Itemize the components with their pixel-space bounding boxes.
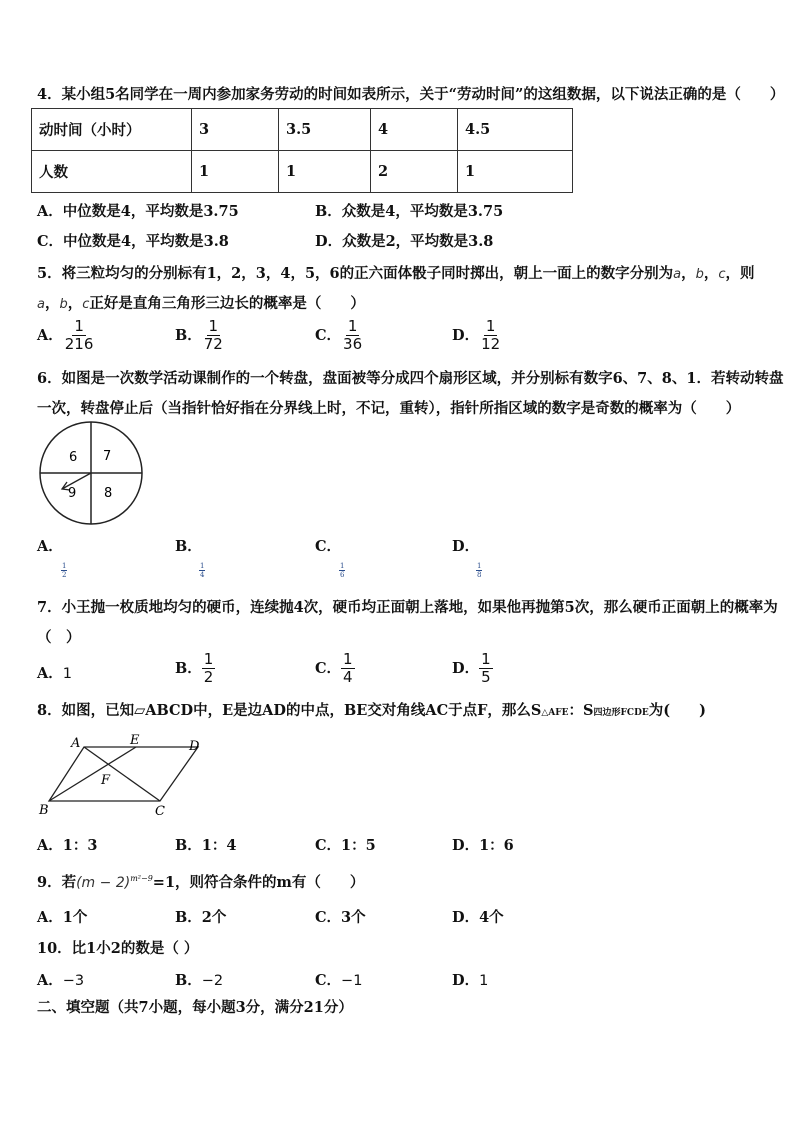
var-b: b [59,297,68,312]
spinner-figure [36,420,146,526]
option-label: D． [452,659,480,677]
var-a: a [37,297,45,312]
fraction [341,651,355,687]
table-row [32,151,573,193]
numerator: 1 [208,317,219,335]
q8-stem [37,699,706,720]
q7-option-d [452,651,493,687]
point-label-c: C [155,804,165,819]
option-label: B． [175,972,202,989]
option-label: A． [37,538,63,555]
numerator: 1 [343,650,353,668]
table-cell: 动时间（小时） [32,109,192,151]
numerator: 1 [74,317,84,335]
section-heading-fill-in: 二、填空题（共7小题，每小题3分，满分21分） [37,999,353,1016]
subscript-quadrilateral: 四边形FCDE [593,708,649,718]
table-cell: 1 [279,151,371,193]
option-label: C． [315,659,342,677]
denominator: 216 [64,335,94,354]
q5-stem-line2 [37,292,365,313]
q5-stem-text: 5．将三粒均匀的分别标有1，2，3，4，5，6的正六面体骰子同时掷出，朝上一面上的数字分别为 [37,265,674,282]
q8-option-b: B．1：4 [175,837,237,854]
denominator: 4 [200,571,205,580]
point-label-d: D [189,739,200,754]
option-label: C． [315,538,342,555]
q6-option-d [452,535,482,580]
q8-option-d: D．1：6 [452,837,514,854]
then-text: ，则 [725,265,755,282]
numerator: 1 [200,562,205,570]
q8-option-a: A．1：3 [37,837,98,854]
q4-table [31,108,573,193]
q8-option-c: C．1：5 [315,837,376,854]
comma: ， [67,295,83,312]
spinner-label-6: 6 [69,450,78,465]
table-cell: 4.5 [458,109,573,151]
q9-option-b: B．2个 [175,909,227,926]
denominator: 6 [340,571,345,580]
q6-option-b [175,535,205,580]
option-label: D． [452,326,480,344]
q4-option-a: A．中位数是4，平均数是3.75 [37,203,239,220]
comma: ， [681,265,696,282]
q10-option-c [315,969,362,990]
spinner-label-8: 8 [104,486,113,501]
denominator: 8 [477,571,482,580]
q4-option-d: D．众数是2，平均数是3.8 [315,233,494,250]
q6-option-a [37,535,67,580]
option-label: A． [37,326,63,344]
q10-stem: 10．比1小2的数是（ ） [37,940,199,957]
numerator: 1 [477,562,482,570]
denominator: 2 [203,668,214,687]
q4-stem: 4．某小组5名同学在一周内参加家务劳动的时间如表所示，关于“劳动时间”的这组数据，以下说法正确的是（ ） [37,86,785,103]
comma: ， [44,295,60,312]
q9-option-d: D．4个 [452,909,504,926]
q7-stem-line2: （ ） [37,629,81,646]
fraction [339,562,345,580]
q9-option-a: A．1个 [37,909,88,926]
point-label-a: A [71,736,81,751]
q5-option-d [452,318,502,354]
q10-option-d [452,969,488,990]
fraction [61,562,67,580]
denominator: 5 [481,668,491,687]
q7-option-a [37,662,72,683]
denominator: 2 [62,571,67,580]
option-label: A． [37,665,63,682]
denominator: 72 [203,335,223,354]
spinner-pointer [62,473,91,489]
table-cell: 1 [458,151,573,193]
q4-option-b: B．众数是4，平均数是3.75 [315,203,504,220]
fraction [202,651,216,687]
q6-stem-line2: 一次，转盘停止后（当指针恰好指在分界线上时，不记，重转），指针所指区域的数字是奇数的概率为（ ） [37,400,741,417]
fraction [341,318,364,354]
option-label: D． [452,538,480,555]
var-b: b [695,267,704,282]
option-label: A． [37,972,63,989]
spinner-label-9: 9 [68,486,77,501]
table-cell: 2 [371,151,458,193]
point-label-e: E [130,733,140,748]
table-cell: 1 [192,151,279,193]
fraction [476,562,482,580]
q4-option-c: C．中位数是4，平均数是3.8 [37,233,229,250]
point-label-b: B [39,803,49,818]
table-cell: 3 [192,109,279,151]
denominator: 4 [343,668,353,687]
fraction [202,318,225,354]
option-value: 1 [479,973,489,989]
table-row [32,109,573,151]
subscript-triangle: △AFE [541,708,569,718]
option-label: B． [175,326,202,344]
q5-option-b [175,318,225,354]
q5-option-a [37,318,95,354]
q9-stem-text: =1，则符合条件的m有（ ） [152,874,365,891]
q6-stem-line1: 6．如图是一次数学活动课制作的一个转盘，盘面被等分成四个扇形区域，并分别标有数字6、7、8、1．若转动转盘 [37,370,784,387]
numerator: 1 [62,562,67,570]
option-label: B． [175,538,202,555]
option-label: C． [315,972,342,989]
q8-stem-text: ：S [568,702,594,719]
expression-base: (m − 2) [76,875,131,891]
q6-option-c [315,535,345,580]
numerator: 1 [481,650,491,668]
option-value: −1 [341,973,363,989]
q5-stem-tail: 正好是直角三角形三边长的概率是（ ） [89,295,365,312]
numerator: 1 [340,562,345,570]
option-value: −3 [62,973,85,989]
point-label-f: F [101,773,111,788]
expression-exponent: m²−9 [130,874,153,884]
var-c: c [718,267,726,282]
fraction [479,651,493,687]
numerator: 1 [485,317,496,335]
table-cell: 4 [371,109,458,151]
option-label: C． [315,326,342,344]
table-cell: 人数 [32,151,192,193]
var-c: c [82,297,90,312]
option-label: B． [175,659,202,677]
q5-option-c [315,318,364,354]
table-cell: 3.5 [279,109,371,151]
numerator: 1 [203,650,214,668]
q8-stem-text: 8．如图，已知▱ABCD中，E是边AD的中点，BE交对角线AC于点F，那么S [37,702,542,719]
option-value: 1 [62,666,72,682]
fraction [199,562,205,580]
q7-option-c [315,651,355,687]
q10-option-b [175,969,223,990]
spinner-label-7: 7 [103,449,112,464]
denominator: 36 [343,335,363,354]
parallelogram-figure [36,733,211,819]
fraction [63,318,96,354]
fraction [479,318,502,354]
var-a: a [673,267,682,282]
q10-option-a [37,969,84,990]
option-value: −2 [201,973,224,989]
numerator: 1 [347,317,358,335]
q5-stem-line1 [37,262,755,283]
q9-option-c: C．3个 [315,909,366,926]
q9-stem [37,871,364,892]
q7-stem-line1: 7．小王抛一枚质地均匀的硬币，连续抛4次，硬币均正面朝上落地，如果他再抛第5次，那么硬币正面朝上的概率为 [37,599,778,616]
denominator: 12 [481,335,501,354]
option-label: D． [452,972,480,989]
comma: ， [703,265,719,282]
q8-stem-text: 为( ) [648,702,706,719]
q7-option-b [175,651,215,687]
q9-stem-text: 9．若 [37,874,77,891]
